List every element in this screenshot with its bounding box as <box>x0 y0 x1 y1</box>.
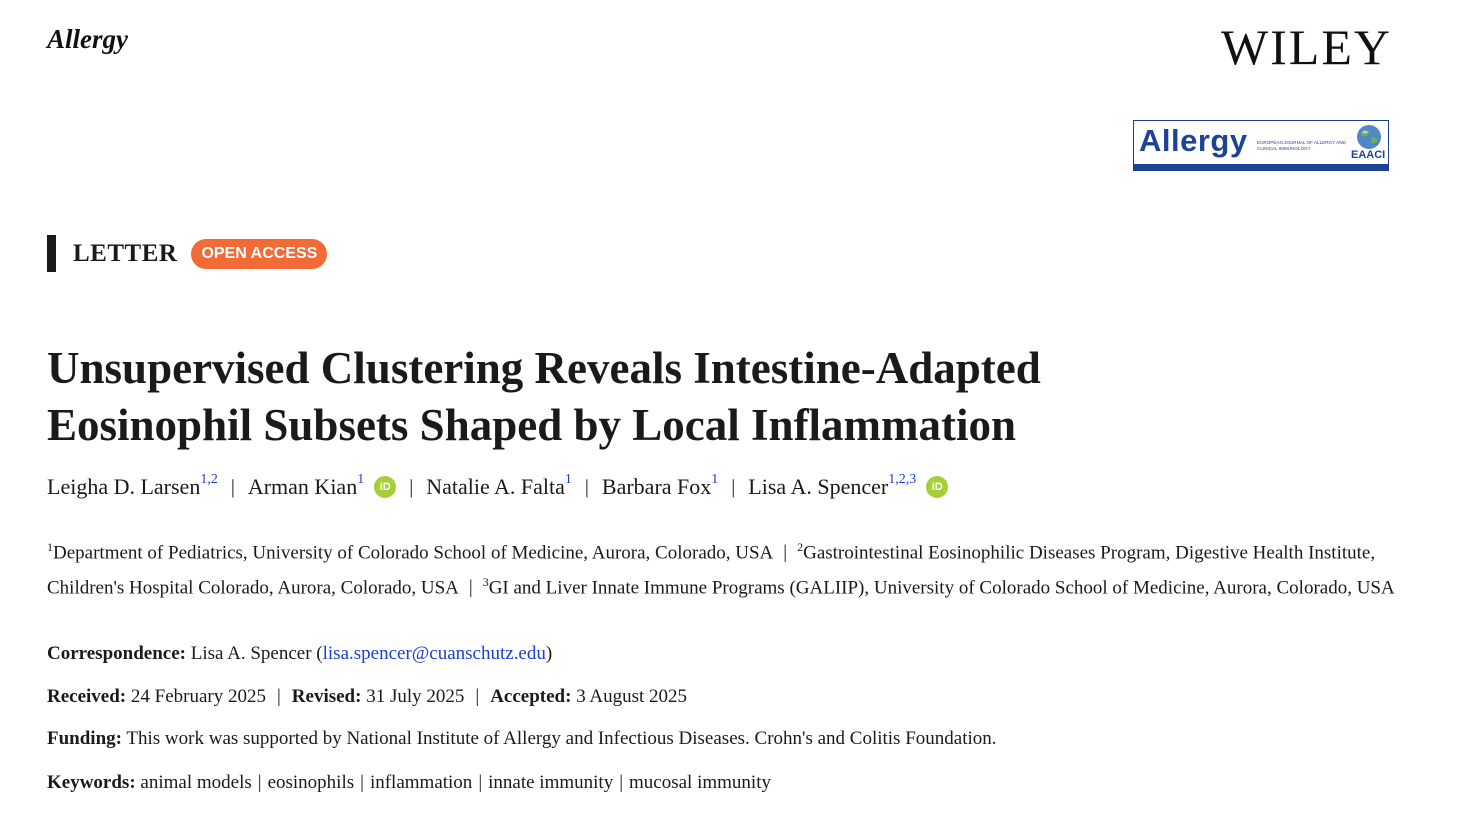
journal-logo-bar <box>1134 164 1388 170</box>
author-separator: | <box>731 475 736 498</box>
funding-label: Funding: <box>47 728 122 749</box>
revised-label: Revised: <box>291 686 362 707</box>
journal-logo-word: Allergy <box>1139 123 1248 158</box>
author-name: Barbara Fox <box>601 474 712 499</box>
keyword[interactable]: inflammation <box>369 772 473 793</box>
keyword-separator: | <box>619 772 624 793</box>
author[interactable] <box>748 474 948 500</box>
author-name: Leigha D. Larsen <box>47 474 201 499</box>
article-title-line-1: Unsupervised Clustering Reveals Intestine-Adapted <box>47 343 1041 393</box>
eaaci-label: EAACI <box>1351 149 1386 161</box>
received-date: 24 February 2025 <box>130 686 266 707</box>
author-affiliation-ref[interactable]: 1,2 <box>200 472 218 487</box>
author[interactable] <box>248 474 396 500</box>
affiliation-text: GI and Liver Innate Immune Programs (GALIIP), University of Colorado School of Medicine, Aurora, Colorado, USA <box>488 577 1395 599</box>
section-marker <box>47 235 56 272</box>
keyword[interactable]: animal models <box>140 772 252 793</box>
correspondence-label: Correspondence: <box>47 643 186 664</box>
funding-line <box>47 728 997 750</box>
affiliation-separator: | <box>468 577 473 599</box>
globe-icon <box>1356 124 1382 150</box>
article-title <box>47 340 1347 454</box>
date-separator: | <box>276 686 281 707</box>
received-label: Received: <box>47 686 127 707</box>
affiliation-number: 1 <box>47 540 53 554</box>
funding-text: This work was supported by National Institute of Allergy and Infectious Diseases. Crohn's and Colitis Foundation. <box>126 728 997 749</box>
journal-name: Allergy <box>47 24 128 54</box>
keywords-line <box>47 772 771 794</box>
article-title-line-2: Eosinophil Subsets Shaped by Local Inflammation <box>47 400 1017 450</box>
orcid-icon[interactable]: iD <box>926 476 948 498</box>
affiliation-text: Gastrointestinal Eosinophilic Diseases Program, Digestive Health Institute, Children's Hospital Colorado, Aurora, Colorado, USA <box>47 542 1376 599</box>
author[interactable] <box>426 474 572 500</box>
affiliations <box>47 533 1397 603</box>
dates-line <box>47 686 687 708</box>
accepted-label: Accepted: <box>490 686 572 707</box>
author-affiliation-ref[interactable]: 1 <box>357 472 365 487</box>
accepted-date: 3 August 2025 <box>576 686 688 707</box>
keyword[interactable]: innate immunity <box>488 772 614 793</box>
journal-logo-banner <box>1133 120 1389 171</box>
keyword[interactable]: eosinophils <box>267 772 355 793</box>
author-name: Lisa A. Spencer <box>748 474 889 499</box>
affiliation-text: Department of Pediatrics, University of Colorado School of Medicine, Aurora, Colorado, USA <box>53 542 774 564</box>
correspondence-name: Lisa A. Spencer <box>190 643 312 664</box>
keywords-label: Keywords: <box>47 772 136 793</box>
author-affiliation-ref[interactable]: 1 <box>711 472 719 487</box>
author-separator: | <box>409 475 414 498</box>
author-affiliation-ref[interactable]: 1 <box>564 472 572 487</box>
revised-date: 31 July 2025 <box>366 686 465 707</box>
open-access-badge: OPEN ACCESS <box>191 239 327 269</box>
author-affiliation-ref[interactable]: 1,2,3 <box>888 472 917 487</box>
author-list <box>47 474 1407 500</box>
article-type-label: LETTER <box>73 239 178 267</box>
affiliation-number: 3 <box>482 574 489 589</box>
affiliation-separator: | <box>783 542 788 564</box>
correspondence-email-link[interactable]: lisa.spencer@cuanschutz.edu <box>322 643 546 664</box>
keyword-separator: | <box>478 772 483 793</box>
author-name: Natalie A. Falta <box>426 474 565 499</box>
orcid-icon[interactable]: iD <box>374 476 396 498</box>
keyword-separator: | <box>360 772 364 793</box>
keyword-separator: | <box>257 772 262 793</box>
publisher-logo: WILEY <box>1220 19 1392 75</box>
affiliation-number: 2 <box>797 540 804 554</box>
correspondence-line: Correspondence: Lisa A. Spencer (lisa.spencer@cuanschutz.edu) <box>47 643 553 664</box>
author-separator: | <box>584 475 589 498</box>
journal-logo-subtitle: EUROPEAN JOURNAL OF ALLERGY AND CLINICAL IMMUNOLOGY <box>1257 140 1346 151</box>
article-type-row <box>47 235 327 272</box>
author[interactable] <box>602 474 718 500</box>
keyword[interactable]: mucosal immunity <box>629 772 771 793</box>
author[interactable] <box>47 474 218 500</box>
date-separator: | <box>475 686 480 707</box>
author-separator: | <box>230 475 235 498</box>
author-name: Arman Kian <box>247 474 358 499</box>
